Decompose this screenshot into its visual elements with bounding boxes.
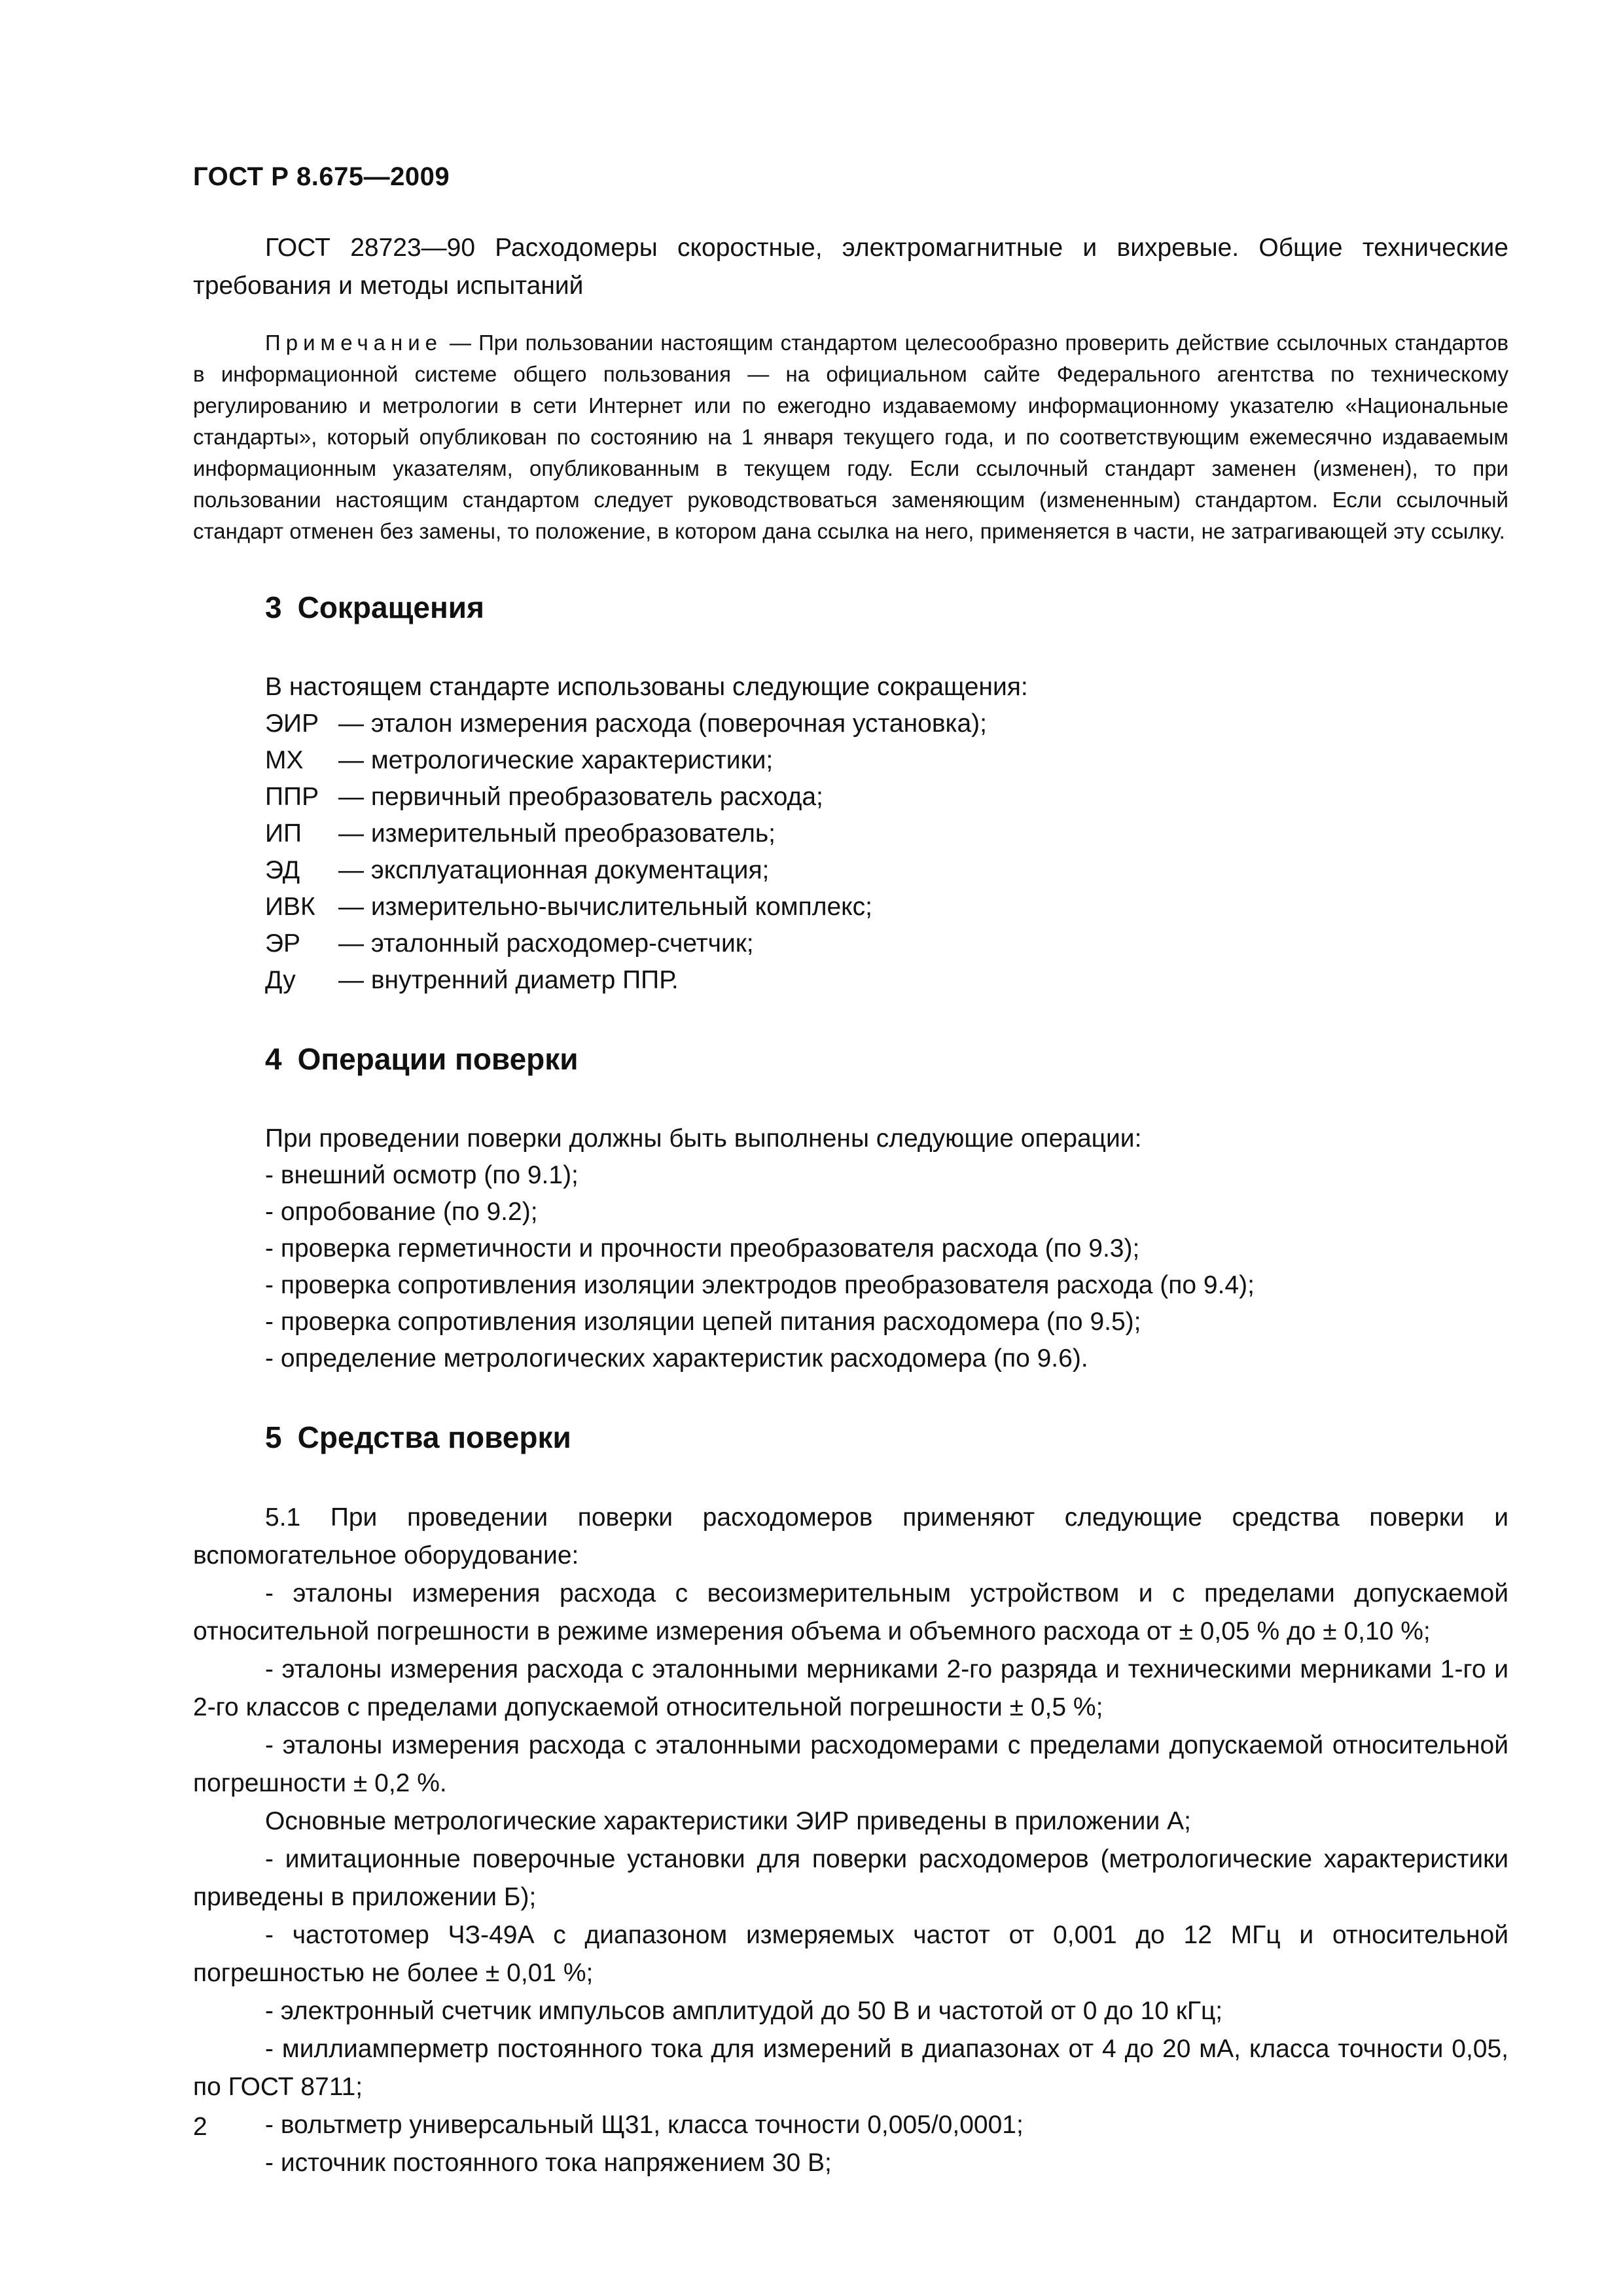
section-5-number: 5 xyxy=(265,1420,282,1454)
paragraph: - источник постоянного тока напряжением 30 В; xyxy=(265,2149,832,2177)
abbreviation-item xyxy=(265,779,1508,816)
abbreviation-code: Ду xyxy=(265,966,296,994)
note-label: Примечание xyxy=(265,331,443,355)
page-content xyxy=(193,229,1508,2182)
abbreviation-code: ЭИР xyxy=(265,709,319,738)
abbreviation-item xyxy=(265,742,1508,779)
operations-list xyxy=(265,1121,1508,1377)
section-3-heading xyxy=(265,589,1508,626)
abbreviation-code: МХ xyxy=(265,746,304,774)
reference-note xyxy=(193,327,1508,547)
paragraph: - частотомер ЧЗ-49А с диапазоном измеряемых частот от 0,001 до 12 МГц и относительной погрешностью не более ± 0,01 %; xyxy=(193,1921,1508,1987)
operation-item: - опробование (по 9.2); xyxy=(265,1198,538,1226)
section-5-heading xyxy=(265,1419,1508,1456)
paragraph: - миллиамперметр постоянного тока для измерений в диапазонах от 4 до 20 мА, класса точности 0,05, по ГОСТ 8711; xyxy=(193,2035,1508,2101)
page-number: 2 xyxy=(193,2113,207,2141)
abbreviation-code: ИП xyxy=(265,819,302,848)
abbreviations-list xyxy=(265,669,1508,999)
abbreviation-desc: — внутренний диаметр ППР. xyxy=(338,966,679,994)
abbreviation-desc: — эксплуатационная документация; xyxy=(338,856,770,884)
section-4-number: 4 xyxy=(265,1042,282,1076)
paragraph: - имитационные поверочные установки для поверки расходомеров (метрологические характеристики приведены в приложении Б); xyxy=(193,1845,1508,1911)
paragraph: - вольтметр универсальный Щ31, класса точности 0,005/0,0001; xyxy=(265,2111,1024,2139)
paragraph: Основные метрологические характеристики ЭИР приведены в приложении А; xyxy=(265,1807,1191,1835)
abbreviation-desc: — эталонный расходомер-счетчик; xyxy=(338,929,754,958)
verification-means xyxy=(193,1499,1508,2182)
note-text: — При пользовании настоящим стандартом целесообразно проверить действие ссылочных стандартов в информационной системе общего пользования — на официальном сайте Федерального агентства по техническому регулированию и метрологии в сети Интернет или по ежегодно издаваемому информационному указателю «Национальные стандарты», который опубликован по состоянию на 1 января текущего года, и по соответствующим ежемесячно издаваемым информационным указателям, опубликованным в текущем году. Если ссылочный стандарт заменен (изменен), то при пользовании настоящим стандартом следует руководствоваться заменяющим (измененным) стандартом. Если ссылочный стандарт отменен без замены, то положение, в котором дана ссылка на него, применяется в части, не затрагивающей эту ссылку. xyxy=(193,331,1508,543)
abbreviation-desc: — измерительно-вычислительный комплекс; xyxy=(338,893,872,921)
operation-item: - внешний осмотр (по 9.1); xyxy=(265,1161,579,1189)
operation-item: - проверка сопротивления изоляции электродов преобразователя расхода (по 9.4); xyxy=(265,1271,1255,1299)
abbreviation-desc: — первичный преобразователь расхода; xyxy=(338,783,823,811)
normative-reference: ГОСТ 28723—90 Расходомеры скоростные, электромагнитные и вихревые. Общие технические требования и методы испытаний xyxy=(193,234,1508,300)
section-3-title: Сокращения xyxy=(297,590,484,624)
abbreviation-code: ППР xyxy=(265,783,319,811)
operation-item: - определение метрологических характеристик расходомера (по 9.6). xyxy=(265,1344,1088,1372)
abbreviation-code: ИВК xyxy=(265,893,315,921)
abbreviation-item xyxy=(265,962,1508,999)
abbreviations-intro: В настоящем стандарте использованы следующие сокращения: xyxy=(265,673,1028,701)
section-3-number: 3 xyxy=(265,590,282,624)
abbreviation-desc: — метрологические характеристики; xyxy=(338,746,774,774)
paragraph: - эталоны измерения расхода с эталонными мерниками 2-го разряда и техническими мерниками 1-го и 2-го классов с пределами допускаемой относительной погрешности ± 0,5 %; xyxy=(193,1655,1508,1721)
abbreviation-item xyxy=(265,889,1508,925)
abbreviation-item xyxy=(265,706,1508,742)
operation-item: - проверка герметичности и прочности преобразователя расхода (по 9.3); xyxy=(265,1234,1140,1263)
abbreviation-code: ЭД xyxy=(265,856,300,884)
paragraph: - эталоны измерения расхода с весоизмерительным устройством и с пределами допускаемой относительной погрешности в режиме измерения объема и объемного расхода от ± 0,05 % до ± 0,10 %; xyxy=(193,1579,1508,1645)
section-5-title: Средства поверки xyxy=(297,1420,571,1454)
abbreviation-item xyxy=(265,852,1508,889)
abbreviation-code: ЭР xyxy=(265,929,301,958)
abbreviation-desc: — измерительный преобразователь; xyxy=(338,819,776,848)
paragraph: - электронный счетчик импульсов амплитудой до 50 В и частотой от 0 до 10 кГц; xyxy=(265,1997,1223,2025)
abbreviation-desc: — эталон измерения расхода (поверочная установка); xyxy=(338,709,987,738)
operation-item: - проверка сопротивления изоляции цепей питания расходомера (по 9.5); xyxy=(265,1308,1141,1336)
abbreviation-item xyxy=(265,816,1508,852)
section-4-title: Операции поверки xyxy=(297,1042,579,1076)
paragraph: 5.1 При проведении поверки расходомеров применяют следующие средства поверки и вспомогательное оборудование: xyxy=(193,1503,1508,1570)
paragraph: - эталоны измерения расхода с эталонными расходомерами с пределами допускаемой относительной погрешности ± 0,2 %. xyxy=(193,1731,1508,1797)
section-4-heading xyxy=(265,1041,1508,1077)
abbreviation-item xyxy=(265,925,1508,962)
document-code-header: ГОСТ Р 8.675—2009 xyxy=(193,162,450,191)
operations-intro: При проведении поверки должны быть выполнены следующие операции: xyxy=(265,1124,1142,1153)
